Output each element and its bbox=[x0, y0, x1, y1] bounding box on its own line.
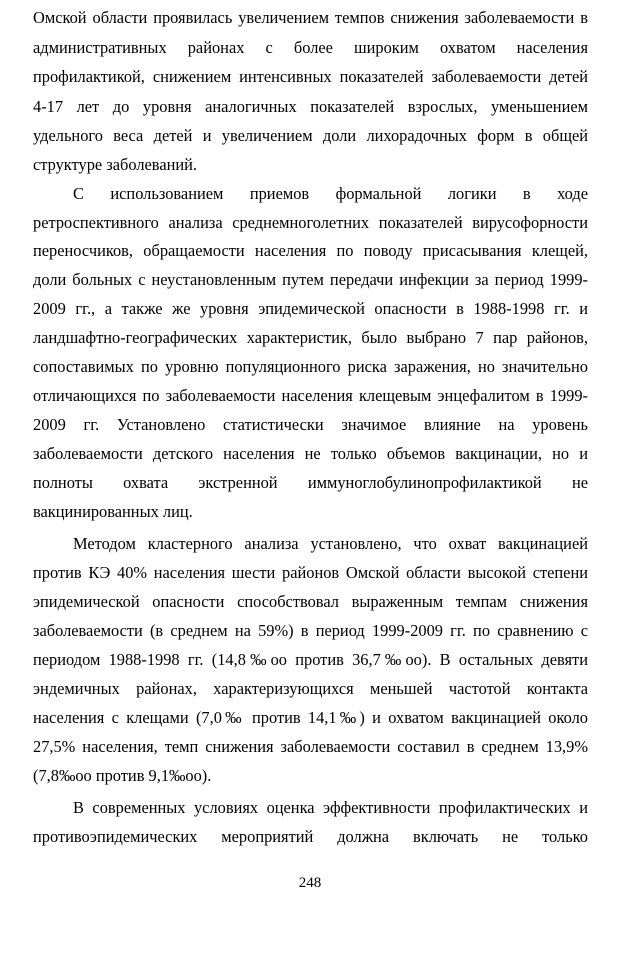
text-line: доли больных с неустановленным путем передачи инфекции за период 1999- bbox=[33, 270, 588, 289]
text-line: заболеваемости (в среднем на 59%) в период 1999-2009 гг. по сравнению с bbox=[33, 621, 588, 640]
text-line: против КЭ 40% населения шести районов Омской области высокой степени bbox=[33, 563, 588, 582]
text-line: структуре заболеваний. bbox=[33, 155, 198, 174]
text-line: эпидемической опасности способствовал выраженным темпам снижения bbox=[33, 592, 588, 611]
text-line: административных районах с более широким охватом населения bbox=[33, 38, 588, 57]
text-line: переносчиков, обращаемости населения по поводу присасывания клещей, bbox=[33, 241, 588, 260]
text-line: сопоставимых по уровню популяционного риска заражения, но значительно bbox=[33, 357, 588, 376]
text-line: профилактикой, снижением интенсивных показателей заболеваемости детей bbox=[33, 67, 588, 86]
text-line: С использованием приемов формальной логики в ходе bbox=[73, 184, 588, 203]
text-line: эндемичных районах, характеризующихся меньшей частотой контакта bbox=[33, 679, 588, 698]
text-line: 2009 гг., а также же уровня эпидемической опасности в 1988-1998 гг. и bbox=[33, 299, 588, 318]
text-line: вакцинированных лиц. bbox=[33, 502, 193, 521]
text-line: противоэпидемических мероприятий должна включать не только bbox=[33, 827, 588, 846]
page-number: 248 bbox=[298, 875, 322, 891]
text-line: периодом 1988-1998 гг. (14,8‰oo против 36,7‰oo). В остальных девяти bbox=[33, 650, 588, 669]
text-line: населения с клещами (7,0‰ против 14,1‰) и охватом вакцинацией около bbox=[33, 708, 588, 727]
text-line: 2009 гг. Установлено статистически значимое влияние на уровень bbox=[33, 415, 588, 434]
text-line: удельного веса детей и увеличением доли лихорадочных форм в общей bbox=[33, 126, 588, 145]
text-line: В современных условиях оценка эффективности профилактических и bbox=[73, 798, 588, 817]
text-line: ландшафтно-географических характеристик, было выбрано 7 пар районов, bbox=[33, 328, 588, 347]
text-line: 4-17 лет до уровня аналогичных показателей взрослых, уменьшением bbox=[33, 97, 588, 116]
text-line: Методом кластерного анализа установлено, что охват вакцинацией bbox=[73, 534, 588, 553]
text-line: полноты охвата экстренной иммуноглобулинопрофилактикой не bbox=[33, 473, 588, 492]
text-line: (7,8‰oo против 9,1‰oo). bbox=[33, 766, 212, 785]
text-line: 27,5% населения, темп снижения заболеваемости составил в среднем 13,9% bbox=[33, 737, 588, 756]
text-line: Омской области проявилась увеличением темпов снижения заболеваемости в bbox=[33, 8, 588, 27]
text-line: ретроспективного анализа среднемноголетних показателей вирусофорности bbox=[33, 213, 588, 232]
text-line: заболеваемости детского населения не только объемов вакцинации, но и bbox=[33, 444, 588, 463]
text-line: отличающихся по заболеваемости населения клещевым энцефалитом в 1999- bbox=[33, 386, 588, 405]
